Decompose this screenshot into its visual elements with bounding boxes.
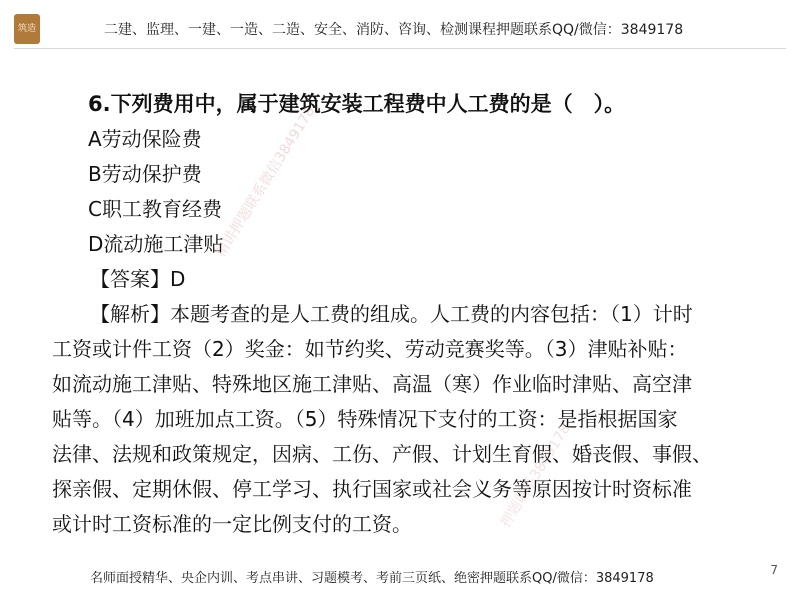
option-b: B劳动保护费 (88, 162, 202, 186)
option-d: D流动施工津贴 (88, 232, 224, 256)
header (0, 0, 800, 52)
analysis-line: 探亲假、定期休假、停工学习、执行国家或社会义务等原因按计时资标准 (52, 477, 692, 501)
header-divider (14, 48, 786, 49)
page-number: 7 (770, 563, 778, 577)
analysis-line: 工资或计件工资（2）奖金：如节约奖、劳动竞赛奖等。（3）津贴补贴： (52, 337, 688, 361)
analysis-line: 【解析】本题考查的是人工费的组成。人工费的内容包括：（1）计时 (90, 302, 693, 326)
option-a: A劳动保险费 (88, 127, 202, 151)
brand-logo: 筑造 (14, 14, 40, 44)
question-title: 6.下列费用中，属于建筑安装工程费中人工费的是（ ）。 (88, 92, 626, 116)
watermark-text-secondary: 押题联系3849178 (497, 421, 574, 531)
answer-text: 【答案】D (90, 267, 186, 291)
watermark-text: 精讲押题联系微信3849178 (212, 103, 319, 261)
analysis-line: 法律、法规和政策规定，因病、工伤、产假、计划生育假、婚丧假、事假、 (52, 442, 712, 466)
analysis-line: 或计时工资标准的一定比例支付的工资。 (52, 512, 412, 536)
analysis-line: 如流动施工津贴、特殊地区施工津贴、高温（寒）作业临时津贴、高空津 (52, 372, 692, 396)
footer-banner-text: 名师面授精华、央企内训、考点串讲、习题模考、考前三页纸、绝密押题联系QQ/微信：3849178 (90, 571, 654, 586)
analysis-line: 贴等。（4）加班加点工资。（5）特殊情况下支付的工资：是指根据国家 (52, 407, 678, 431)
option-c: C职工教育经费 (88, 197, 222, 221)
header-banner-text: 二建、监理、一建、一造、二造、安全、消防、咨询、检测课程押题联系QQ/微信：3849178 (104, 22, 684, 38)
